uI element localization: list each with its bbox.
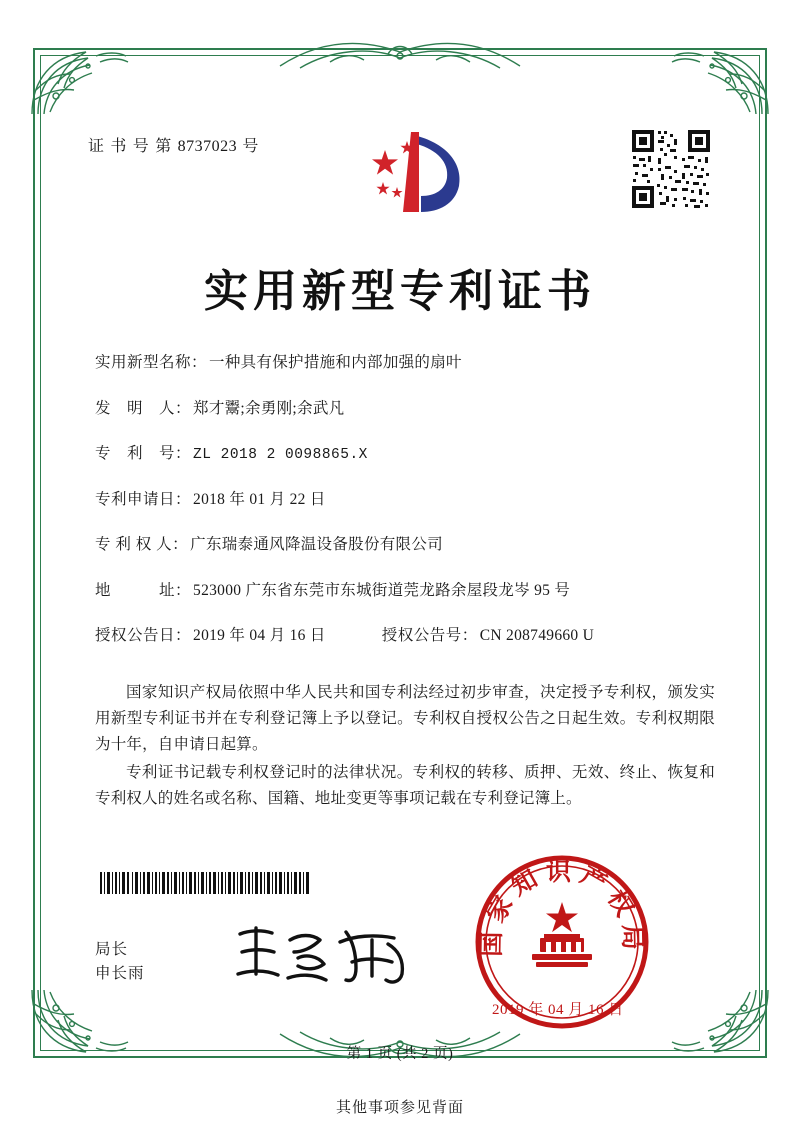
field-address <box>95 578 715 600</box>
field-label: 地 址： <box>95 581 192 599</box>
top-center-ornament <box>270 34 530 77</box>
certificate-number-label: 证 书 号 第 <box>88 138 173 155</box>
body-paragraph-2: 专利证书记载专利权登记时的法律状况。专利权的转移、质押、无效、终止、恢复和专利权人的姓名或名称、国籍、地址变更等事项记载在专利登记簿上。 <box>95 764 715 807</box>
field-label: 专 利 号： <box>95 445 192 462</box>
field-label: 实用新型名称： <box>95 354 208 371</box>
field-label: 发 明 人： <box>95 399 192 417</box>
grant-number-value: CN 208749660 U <box>479 627 595 644</box>
field-value: ZL 2018 2 0098865.X <box>193 447 368 463</box>
barcode <box>100 872 310 894</box>
field-label: 专 利 权 人： <box>95 536 189 553</box>
field-value: 2018 年 01 月 22 日 <box>193 490 326 508</box>
field-application-date <box>95 487 715 509</box>
signature-title: 局长 <box>95 941 129 958</box>
handwritten-signature-icon <box>228 918 418 990</box>
grant-number-label: 授权公告号： <box>381 627 478 644</box>
page-indicator: 第 1 页 (共 2 页) <box>346 1046 454 1062</box>
qr-code <box>630 128 712 210</box>
back-side-note: 其他事项参见背面 <box>335 1100 464 1116</box>
body-paragraph-1: 国家知识产权局依照中华人民共和国专利法经过初步审查，决定授予专利权，颁发实用新型专利证书并在专利登记簿上予以登记。专利权自授权公告之日起生效。专利权期限为十年，自申请日起算。 <box>95 684 715 753</box>
certificate-fields <box>95 350 715 669</box>
field-patentee <box>95 532 715 554</box>
field-utility-model-name <box>95 350 715 372</box>
certificate-number <box>88 133 260 156</box>
field-grant-announcement <box>95 623 715 645</box>
signature-name: 申长雨 <box>95 965 145 982</box>
field-label: 专利申请日： <box>95 490 192 508</box>
certificate-number-value: 8737023 <box>177 138 238 155</box>
certificate-number-suffix: 号 <box>242 138 260 155</box>
certificate-body <box>95 680 715 814</box>
field-inventors <box>95 396 715 418</box>
svg-text:国家知识产权局: 国家知识产权局 <box>476 857 648 957</box>
cnipa-logo-icon <box>355 124 475 224</box>
field-value: 一种具有保护措施和内部加强的扇叶 <box>209 354 462 371</box>
signature-block <box>95 938 145 986</box>
field-value: 郑才鬻;余勇刚;余武凡 <box>193 399 345 417</box>
field-value: 523000 广东省东莞市东城街道莞龙路余屋段龙岑 95 号 <box>193 581 571 599</box>
grant-date-value: 2019 年 04 月 16 日 <box>193 627 326 644</box>
certificate-title: 实用新型专利证书 <box>204 266 596 317</box>
seal-date: 2019 年 04 月 16 日 <box>492 1002 624 1018</box>
field-patent-number <box>95 441 715 463</box>
grant-date-label: 授权公告日： <box>95 627 192 644</box>
field-value: 广东瑞泰通风降温设备股份有限公司 <box>190 536 443 553</box>
